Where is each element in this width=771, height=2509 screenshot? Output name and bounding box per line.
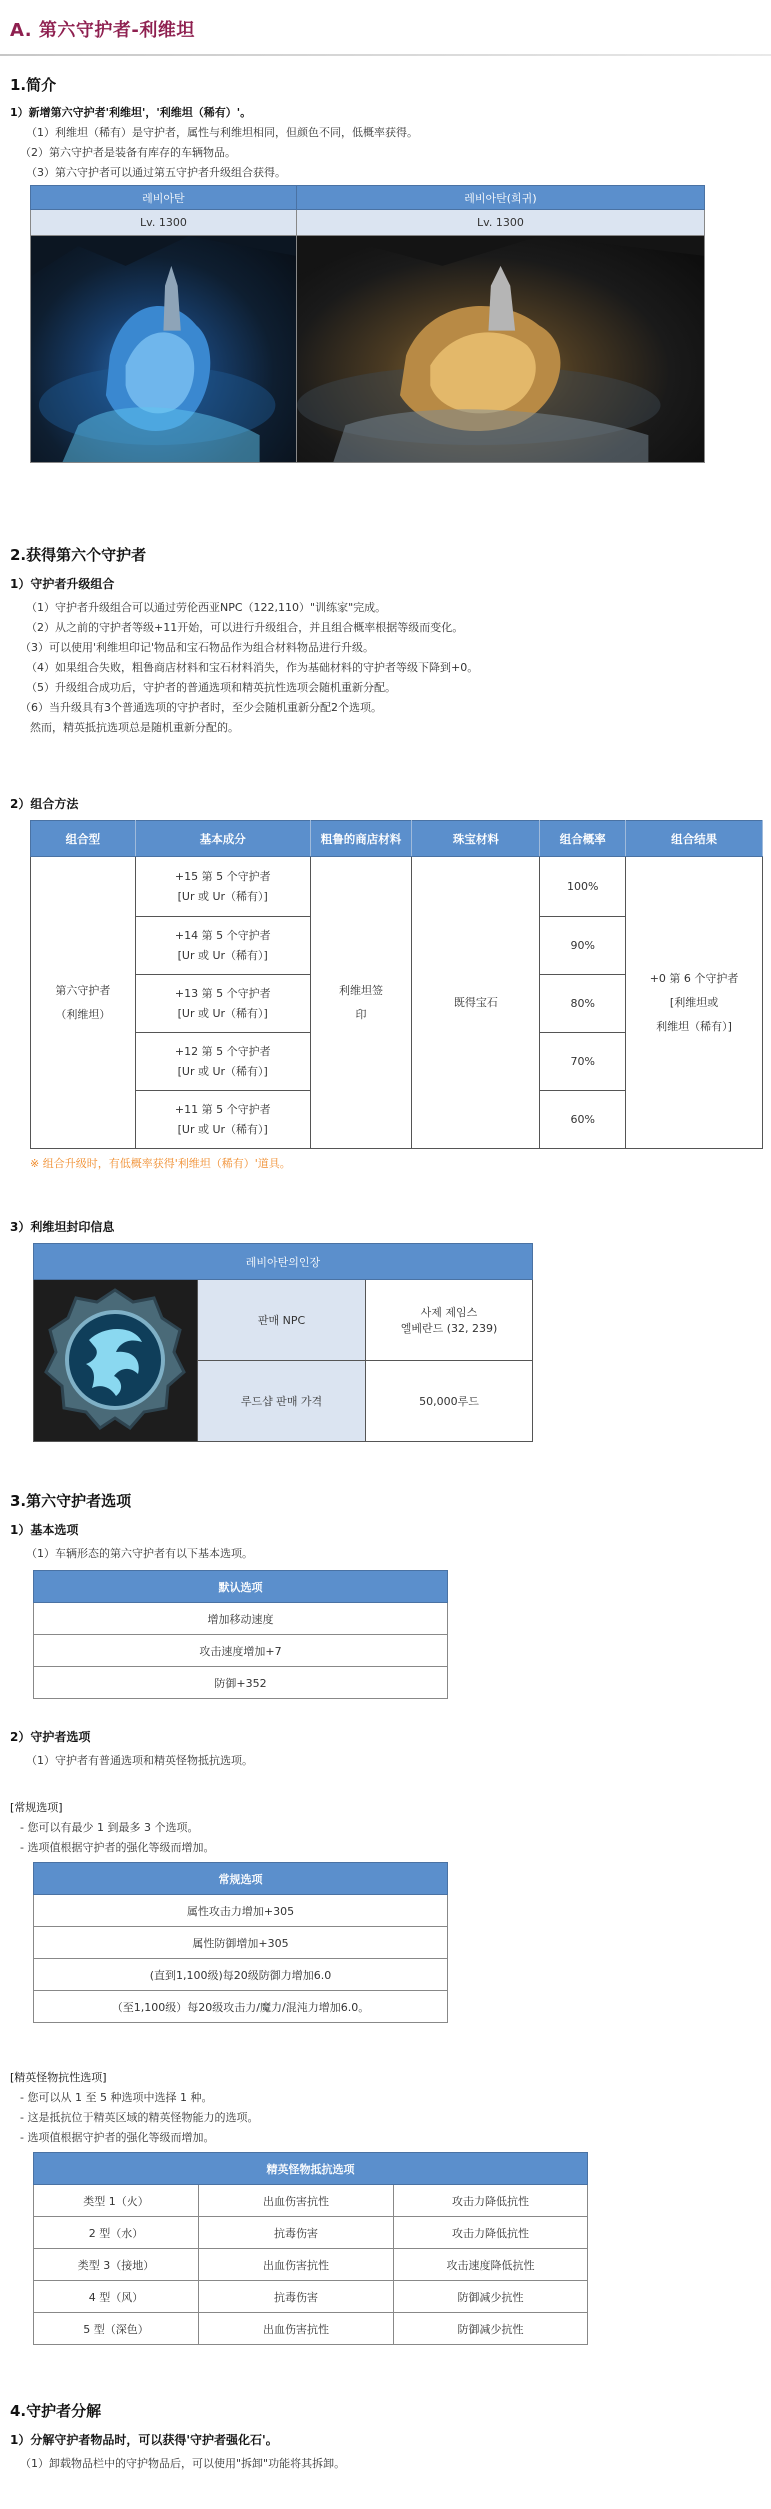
elite-options-header: 精英怪物抵抗选项 [34, 2153, 588, 2185]
elite-option-a: 抗毒伤害 [199, 2217, 394, 2249]
guardian-options-section [10, 1728, 761, 1773]
combo-result-cell [626, 857, 763, 1149]
leviathan-rare-image [296, 236, 704, 463]
combo-base-cell [135, 857, 310, 917]
sub-heading: 1）基本选项 [10, 1523, 79, 1537]
elite-line: - 这是抵抗位于精英区域的精英怪物能力的选项。 [20, 2111, 259, 2124]
default-option-row: 防御+352 [34, 1667, 448, 1699]
combo-header: 珠宝材料 [412, 821, 540, 857]
elite-options-table [33, 2152, 588, 2345]
combo-note: ※ 组合升级时，有低概率获得'利维坦（稀有）'道具。 [30, 1157, 291, 1170]
disassemble-line: （1）卸载物品栏中的守护物品后，可以使用"拆卸"功能将其拆卸。 [20, 2457, 346, 2470]
combo-table [30, 820, 763, 1149]
base-level: +11 第 5 个守护者 [174, 1102, 271, 1116]
seal-header: 레비아탄의인장 [34, 1244, 533, 1280]
section-disassemble [10, 2400, 761, 2476]
intro-line: 1）新增第六守护者'利维坦'，'利维坦（稀有）'。 [10, 106, 252, 119]
section-acquire [10, 544, 761, 740]
page-title: A. 第六守护者-利维坦 [10, 20, 195, 41]
section-intro [10, 74, 761, 463]
elite-type: 5 型（深色） [34, 2313, 199, 2345]
elite-title: [精英怪物抗性选项] [10, 2071, 107, 2084]
options-line: （1）守护者有普通选项和精英怪物抵抗选项。 [26, 1754, 253, 1767]
price-label: 루드샵 판매 가격 [198, 1361, 366, 1442]
combo-header: 粗鲁的商店材料 [310, 821, 412, 857]
default-options-header: 默认选项 [34, 1571, 448, 1603]
combo-header: 基本成分 [135, 821, 310, 857]
title-divider [0, 54, 771, 56]
result-line: [利维坦或 [669, 995, 719, 1009]
base-level: +15 第 5 个守护者 [174, 869, 271, 883]
regular-line: - 您可以有最少 1 到最多 3 个选项。 [20, 1821, 199, 1834]
acquire-line: （4）如果组合失败，粗鲁商店材料和宝石材料消失，作为基础材料的守护者等级下降到+0。 [26, 661, 479, 674]
combo-jewel-cell: 既得宝石 [412, 857, 540, 1149]
elite-option-b: 攻击力降低抗性 [394, 2185, 588, 2217]
npc-label: 판매 NPC [198, 1280, 366, 1361]
elite-option-a: 出血伤害抗性 [199, 2185, 394, 2217]
section-heading: 3.第六守护者选项 [10, 1492, 132, 1510]
level-cell: Lv. 1300 [296, 210, 704, 236]
combo-base-cell [135, 1091, 310, 1149]
acquire-line: （5）升级组合成功后，守护者的普通选项和精英抗性选项会随机重新分配。 [26, 681, 396, 694]
base-grade: [Ur 或 Ur（稀有）] [177, 948, 268, 962]
options-line: （1）车辆形态的第六守护者有以下基本选项。 [26, 1547, 253, 1560]
npc-location: 엘베란드 (32, 239) [400, 1322, 498, 1335]
elite-options-section [10, 2070, 761, 2345]
combo-type-cell [31, 857, 136, 1149]
base-level: +14 第 5 个守护者 [174, 928, 271, 942]
base-grade: [Ur 或 Ur（稀有）] [177, 1122, 268, 1136]
base-level: +13 第 5 个守护者 [174, 986, 271, 1000]
base-level: +12 第 5 个守护者 [174, 1044, 271, 1058]
leviathan-seal-icon [34, 1280, 198, 1442]
leviathan-image-table [30, 185, 705, 463]
combo-prob-cell: 90% [540, 917, 626, 975]
combo-base-cell [135, 917, 310, 975]
base-grade: [Ur 或 Ur（稀有）] [177, 889, 268, 903]
price-value: 50,000루드 [366, 1361, 533, 1442]
base-grade: [Ur 或 Ur（稀有）] [177, 1006, 268, 1020]
combo-prob-cell: 70% [540, 1033, 626, 1091]
intro-line: （3）第六守护者可以通过第五守护者升级组合获得。 [26, 166, 286, 179]
combo-section [10, 795, 761, 1171]
seal-section [10, 1218, 761, 1442]
acquire-line: （2）从之前的守护者等级+11开始，可以进行升级组合，并且组合概率根据等级而变化。 [26, 621, 464, 634]
intro-line: （1）利维坦（稀有）是守护者，属性与利维坦相同，但颜色不同，低概率获得。 [26, 126, 418, 139]
result-line: +0 第 6 个守护者 [649, 971, 739, 985]
elite-option-b: 攻击力降低抗性 [394, 2217, 588, 2249]
shop-material-line: 印 [355, 1007, 367, 1021]
regular-option-row: 属性攻击力增加+305 [34, 1895, 448, 1927]
result-line: 利维坦（稀有）] [656, 1019, 732, 1033]
default-option-row: 增加移动速度 [34, 1603, 448, 1635]
sub-heading: 2）守护者选项 [10, 1730, 91, 1744]
elite-option-a: 出血伤害抗性 [199, 2313, 394, 2345]
regular-options-section [10, 1800, 761, 2023]
combo-header: 组合结果 [626, 821, 763, 857]
elite-option-a: 出血伤害抗性 [199, 2249, 394, 2281]
intro-line: （2）第六守护者是装备有库存的车辆物品。 [20, 146, 236, 159]
leviathan-image [31, 236, 297, 463]
elite-option-b: 防御减少抗性 [394, 2281, 588, 2313]
elite-type: 类型 3（接地） [34, 2249, 199, 2281]
default-options-table [33, 1570, 448, 1699]
elite-option-b: 攻击速度降低抗性 [394, 2249, 588, 2281]
combo-shop-cell [310, 857, 412, 1149]
base-grade: [Ur 或 Ur（稀有）] [177, 1064, 268, 1078]
elite-line: - 选项值根据守护者的强化等级而增加。 [20, 2131, 215, 2144]
combo-header: 组合型 [31, 821, 136, 857]
combo-header: 组合概率 [540, 821, 626, 857]
combo-type-line: （利维坦） [55, 1007, 111, 1021]
acquire-line: （6）当升级具有3个普通选项的守护者时，至少会随机重新分配2个选项。 [20, 701, 382, 714]
combo-prob-cell: 80% [540, 975, 626, 1033]
regular-line: - 选项值根据守护者的强化等级而增加。 [20, 1841, 215, 1854]
elite-type: 2 型（水） [34, 2217, 199, 2249]
elite-option-a: 抗毒伤害 [199, 2281, 394, 2313]
acquire-line: （3）可以使用'利维坦印记'物品和宝石物品作为组合材料物品进行升级。 [20, 641, 375, 654]
default-option-row: 攻击速度增加+7 [34, 1635, 448, 1667]
sub-heading: 2）组合方法 [10, 797, 79, 811]
acquire-line: （1）守护者升级组合可以通过劳伦西亚NPC（122,110）"训练家"完成。 [26, 601, 387, 614]
elite-line: - 您可以从 1 至 5 种选项中选择 1 种。 [20, 2091, 213, 2104]
sub-heading: 1）守护者升级组合 [10, 577, 115, 591]
regular-title: [常规选项] [10, 1801, 63, 1814]
npc-name: 사제 제임스 [420, 1306, 478, 1319]
level-cell: Lv. 1300 [31, 210, 297, 236]
combo-type-line: 第六守护者 [55, 983, 111, 997]
combo-prob-cell: 60% [540, 1091, 626, 1149]
image-header: 레비아탄 [31, 186, 297, 210]
elite-type: 4 型（风） [34, 2281, 199, 2313]
elite-type: 类型 1（火） [34, 2185, 199, 2217]
combo-prob-cell: 100% [540, 857, 626, 917]
acquire-line: 然而，精英抵抗选项总是随机重新分配的。 [30, 721, 239, 734]
npc-value-cell [366, 1280, 533, 1361]
combo-base-cell [135, 1033, 310, 1091]
image-header: 레비아탄(희귀) [296, 186, 704, 210]
regular-option-row: （至1,100级）每20级攻击力/魔力/混沌力增加6.0。 [34, 1991, 448, 2023]
regular-options-header: 常规选项 [34, 1863, 448, 1895]
sub-heading: 3）利维坦封印信息 [10, 1220, 115, 1234]
section-options [10, 1490, 761, 1699]
combo-base-cell [135, 975, 310, 1033]
regular-options-table [33, 1862, 448, 2023]
shop-material-line: 利维坦签 [339, 983, 384, 997]
section-heading: 2.获得第六个守护者 [10, 546, 147, 564]
sub-heading: 1）分解守护者物品时，可以获得'守护者强化石'。 [10, 2433, 278, 2447]
regular-option-row: (直到1,100级)每20级防御力增加6.0 [34, 1959, 448, 1991]
elite-option-b: 防御减少抗性 [394, 2313, 588, 2345]
section-heading: 1.简介 [10, 76, 57, 94]
regular-option-row: 属性防御增加+305 [34, 1927, 448, 1959]
section-heading: 4.守护者分解 [10, 2402, 102, 2420]
seal-table [33, 1243, 533, 1442]
